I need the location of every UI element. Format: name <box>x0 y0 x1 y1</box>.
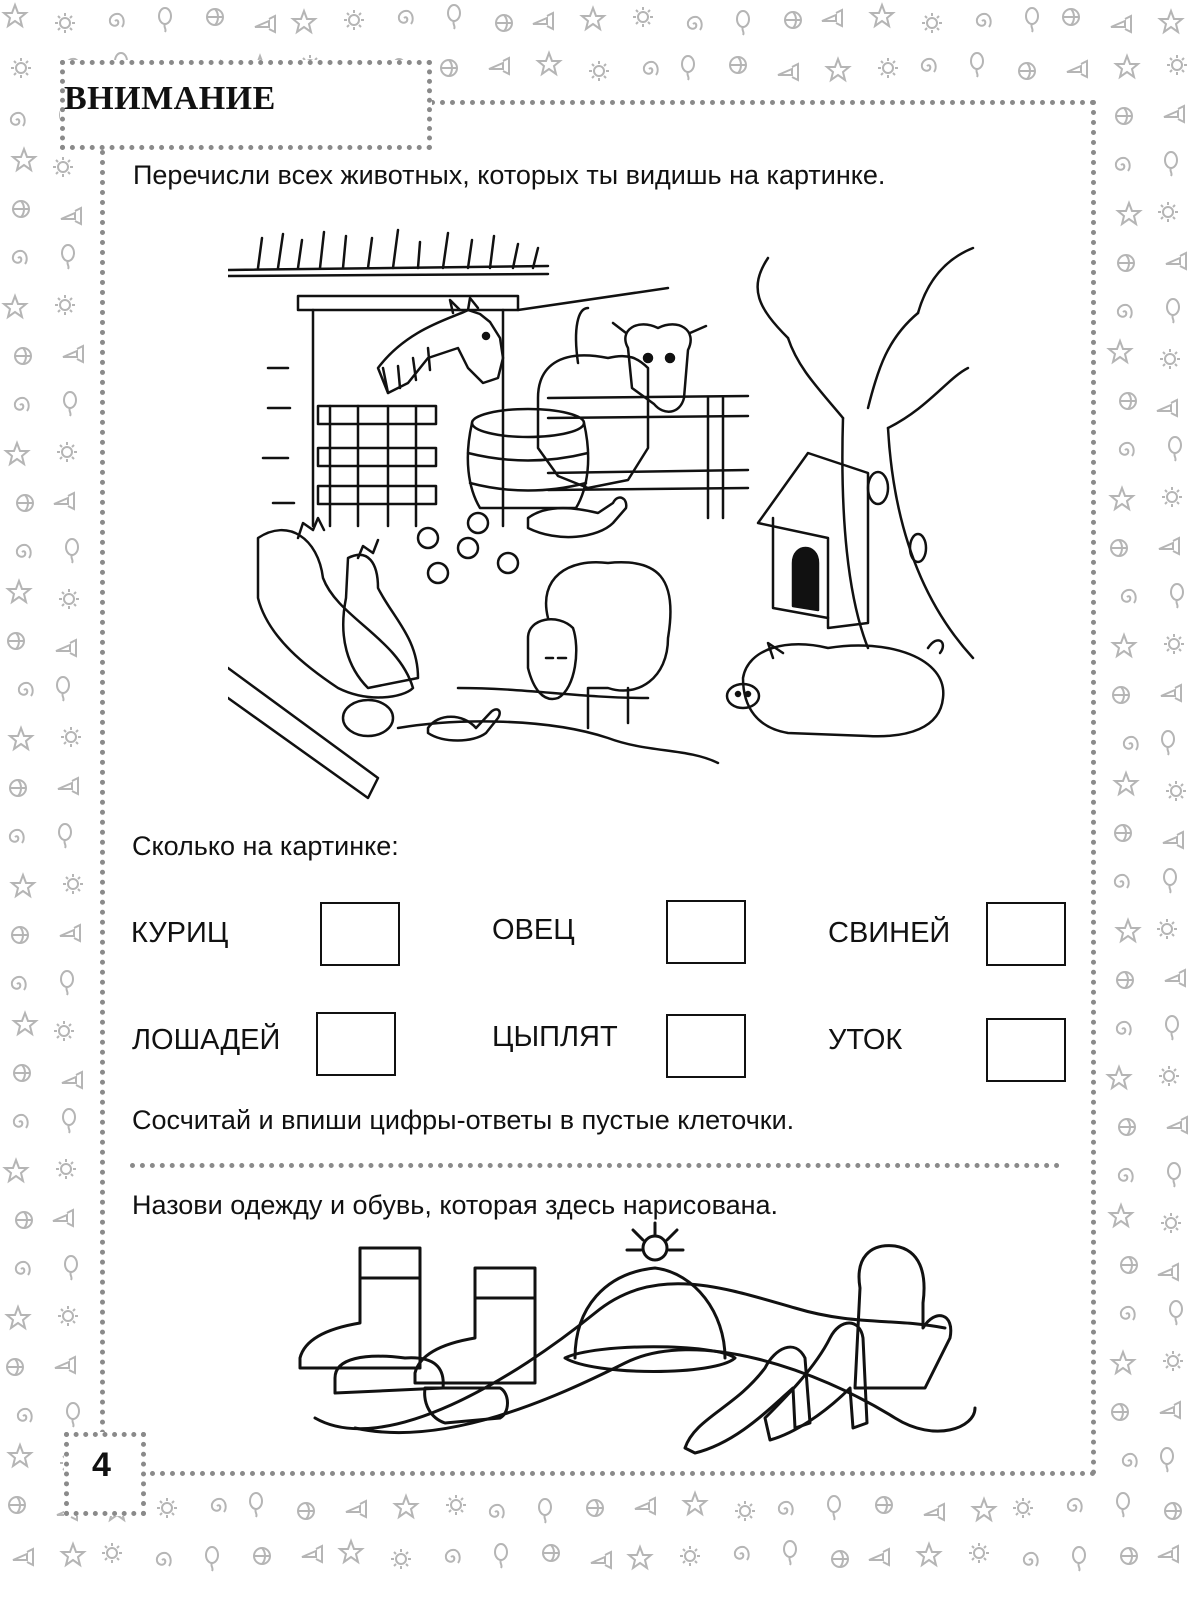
ball-icon <box>876 1497 892 1513</box>
star-icon <box>582 8 604 29</box>
trumpet-icon <box>61 208 81 224</box>
balloon-icon <box>64 392 76 416</box>
trumpet-icon <box>822 10 842 26</box>
ball-icon <box>1117 972 1133 988</box>
spiral-icon <box>157 1553 171 1566</box>
ball-icon <box>543 1545 559 1561</box>
balloon-icon <box>59 824 71 848</box>
star-icon <box>629 1547 651 1568</box>
star-icon <box>1113 635 1135 656</box>
spiral-icon <box>13 251 27 264</box>
sun-icon <box>878 58 898 78</box>
hens <box>228 518 418 798</box>
star-icon <box>6 443 28 464</box>
sun-icon <box>55 295 75 315</box>
balloon-icon <box>448 5 460 29</box>
trumpet-icon <box>55 1357 75 1373</box>
sun-icon <box>633 7 653 27</box>
trumpet-icon <box>346 1501 366 1517</box>
ball-icon <box>10 780 26 796</box>
balloon-icon <box>206 1547 218 1571</box>
spiral-icon <box>1116 158 1130 171</box>
trumpet-icon <box>63 346 83 362</box>
label-chickens: КУРИЦ <box>131 917 229 949</box>
ball-icon <box>730 57 746 73</box>
dog-house <box>758 453 868 628</box>
star-icon <box>8 581 30 602</box>
star-icon <box>395 1496 417 1517</box>
sun-icon <box>1167 55 1187 75</box>
sun-icon <box>446 1495 466 1515</box>
horse <box>378 298 503 393</box>
mitten <box>855 1246 951 1388</box>
spiral-icon <box>17 545 31 558</box>
answer-box-sheep[interactable] <box>666 900 746 964</box>
spiral-icon <box>399 11 413 24</box>
star-icon <box>973 1499 995 1520</box>
trumpet-icon <box>1111 16 1131 32</box>
sun-icon <box>53 157 73 177</box>
balloon-icon <box>1161 1448 1173 1472</box>
sun-icon <box>969 1543 989 1563</box>
trumpet-icon <box>302 1546 322 1562</box>
ball-icon <box>1165 1503 1181 1519</box>
balloon-icon <box>971 53 983 77</box>
sun-icon <box>54 1021 74 1041</box>
sun-icon <box>61 727 81 747</box>
ball-icon <box>1120 393 1136 409</box>
star-icon <box>1160 11 1182 32</box>
sun-icon <box>56 1159 76 1179</box>
spiral-icon <box>1124 737 1138 750</box>
balloon-icon <box>495 1544 507 1568</box>
balloon-icon <box>737 11 749 35</box>
spiral-icon <box>16 1262 30 1275</box>
sun-icon <box>1013 1498 1033 1518</box>
star-icon <box>1115 773 1137 794</box>
trumpet-icon <box>533 13 553 29</box>
balloon-icon <box>1164 869 1176 893</box>
task3-instruction: Назови одежду и обувь, которая здесь нарисована. <box>132 1190 779 1220</box>
ball-icon <box>1116 108 1132 124</box>
star-icon <box>340 1541 362 1562</box>
sun-icon <box>1166 781 1186 801</box>
spiral-icon <box>110 14 124 27</box>
star-icon <box>1117 920 1139 941</box>
sun-icon <box>735 1501 755 1521</box>
trumpet-icon <box>54 493 74 509</box>
sun-icon <box>102 1543 122 1563</box>
ball-icon <box>207 9 223 25</box>
spiral-icon <box>1118 305 1132 318</box>
sun-icon <box>1158 202 1178 222</box>
ball-icon <box>1113 687 1129 703</box>
balloon-icon <box>67 1403 79 1427</box>
task2-question: Сколько на картинке: <box>132 831 399 861</box>
balloon-icon <box>1165 152 1177 176</box>
ball-icon <box>496 15 512 31</box>
star-icon <box>7 1307 29 1328</box>
label-sheep: ОВЕЦ <box>492 914 575 946</box>
star-icon <box>1112 1352 1134 1373</box>
trumpet-icon <box>1166 253 1186 269</box>
trumpet-icon <box>58 778 78 794</box>
spiral-icon <box>1120 443 1134 456</box>
answer-box-pigs[interactable] <box>986 902 1066 966</box>
balloon-icon <box>65 1256 77 1280</box>
trumpet-icon <box>1161 685 1181 701</box>
answer-box-chickens[interactable] <box>320 902 400 966</box>
balloon-icon <box>1117 1493 1129 1517</box>
ball-icon <box>1121 1257 1137 1273</box>
star-icon <box>827 59 849 80</box>
sun-icon <box>1161 1213 1181 1233</box>
ball-icon <box>13 201 29 217</box>
spiral-icon <box>10 830 24 843</box>
ball-icon <box>1118 255 1134 271</box>
answer-box-horses[interactable] <box>316 1012 396 1076</box>
balloon-icon <box>1170 1301 1182 1325</box>
trumpet-icon <box>1163 832 1183 848</box>
spiral-icon <box>1117 1022 1131 1035</box>
tree <box>758 248 973 658</box>
trumpet-icon <box>869 1549 889 1565</box>
sun-icon <box>57 442 77 462</box>
sun-icon <box>344 10 364 30</box>
ball-icon <box>9 1497 25 1513</box>
pig <box>727 640 943 736</box>
balloon-icon <box>1169 437 1181 461</box>
balloon-icon <box>1168 1163 1180 1187</box>
sun-icon <box>11 58 31 78</box>
label-horses: ЛОШАДЕЙ <box>132 1024 281 1056</box>
barn-roof <box>228 230 548 276</box>
spiral-icon <box>1068 1499 1082 1512</box>
task1-instruction: Перечисли всех животных, которых ты видишь на картинке. <box>133 160 886 190</box>
spiral-icon <box>212 1499 226 1512</box>
boot-right <box>415 1268 535 1383</box>
balloon-icon <box>539 1499 551 1523</box>
spiral-icon <box>18 1409 32 1422</box>
balloon-icon <box>57 677 69 701</box>
balloon-icon <box>828 1496 840 1520</box>
spiral-icon <box>1024 1553 1038 1566</box>
trumpet-icon <box>489 58 509 74</box>
trumpet-icon <box>1158 1546 1178 1562</box>
trumpet-icon <box>1167 1117 1187 1133</box>
spiral-icon <box>490 1505 504 1518</box>
task2-hint: Сосчитай и впиши цифры-ответы в пустые клеточки. <box>132 1105 795 1135</box>
sun-icon <box>1157 919 1177 939</box>
spiral-icon <box>1119 1169 1133 1182</box>
star-icon <box>1111 488 1133 509</box>
overlapping-clothes-illustration <box>295 1218 985 1468</box>
star-icon <box>12 875 34 896</box>
balloon-icon <box>63 1109 75 1133</box>
spiral-icon <box>1115 875 1129 888</box>
star-icon <box>5 1160 27 1181</box>
balloon-icon <box>1026 8 1038 32</box>
star-icon <box>1116 56 1138 77</box>
balloon-icon <box>1171 584 1183 608</box>
trumpet-icon <box>1160 1402 1180 1418</box>
trumpet-icon <box>1159 538 1179 554</box>
sun-icon <box>1164 634 1184 654</box>
ball-icon <box>15 348 31 364</box>
sun-icon <box>1160 349 1180 369</box>
ball-icon <box>1063 9 1079 25</box>
star-icon <box>4 296 26 317</box>
sun-icon <box>55 13 75 33</box>
trumpet-icon <box>635 1498 655 1514</box>
label-chicks: ЦЫПЛЯТ <box>492 1021 618 1053</box>
spiral-icon <box>922 59 936 72</box>
answer-box-ducks[interactable] <box>986 1018 1066 1082</box>
balloon-icon <box>1162 731 1174 755</box>
ball-icon <box>14 1065 30 1081</box>
ball-icon <box>832 1551 848 1567</box>
sun-icon <box>922 13 942 33</box>
trumpet-icon <box>1157 400 1177 416</box>
balloon-icon <box>66 539 78 563</box>
star-icon <box>1109 341 1131 362</box>
sun-icon <box>680 1546 700 1566</box>
spiral-icon <box>14 1115 28 1128</box>
ball-icon <box>587 1500 603 1516</box>
sun-icon <box>59 589 79 609</box>
label-pigs: СВИНЕЙ <box>828 917 951 949</box>
answer-box-chicks[interactable] <box>666 1014 746 1078</box>
spiral-icon <box>644 62 658 75</box>
sun-icon <box>1159 1066 1179 1086</box>
trumpet-icon <box>13 1549 33 1565</box>
ball-icon <box>441 60 457 76</box>
balloon-icon <box>250 1493 262 1517</box>
trumpet-icon <box>255 16 275 32</box>
star-icon <box>1110 1205 1132 1226</box>
spiral-icon <box>19 683 33 696</box>
duck <box>428 498 626 741</box>
sun-icon <box>391 1549 411 1569</box>
balloon-icon <box>682 56 694 80</box>
boot-left <box>300 1248 420 1368</box>
sun-icon <box>157 1498 177 1518</box>
trumpet-icon <box>56 640 76 656</box>
barrel <box>468 409 588 508</box>
ball-icon <box>1115 825 1131 841</box>
trumpet-icon <box>778 64 798 80</box>
spiral-icon <box>779 1502 793 1515</box>
ball-icon <box>1119 1119 1135 1135</box>
trumpet-icon <box>1158 1264 1178 1280</box>
spiral-icon <box>446 1550 460 1563</box>
trumpet-icon <box>1165 970 1185 986</box>
ball-icon <box>8 633 24 649</box>
star-icon <box>4 5 26 26</box>
spiral-icon <box>12 977 26 990</box>
spiral-icon <box>1123 1454 1137 1467</box>
trumpet-icon <box>591 1552 611 1568</box>
trumpet-icon <box>1164 106 1184 122</box>
sun-icon <box>63 874 83 894</box>
ball-icon <box>12 927 28 943</box>
spiral-icon <box>688 17 702 30</box>
spiral-icon <box>1121 1307 1135 1320</box>
page-number: 4 <box>92 1446 111 1484</box>
balloon-icon <box>1167 299 1179 323</box>
spiral-icon <box>977 14 991 27</box>
star-icon <box>10 728 32 749</box>
star-icon <box>13 149 35 170</box>
farm-illustration <box>228 218 988 818</box>
trumpet-icon <box>53 1210 73 1226</box>
balloon-icon <box>1166 1016 1178 1040</box>
sheep <box>528 562 671 728</box>
barn-wall <box>263 296 518 526</box>
sun-icon <box>1162 487 1182 507</box>
spiral-icon <box>1122 590 1136 603</box>
ball-icon <box>7 1359 23 1375</box>
sun-icon <box>589 61 609 81</box>
ball-icon <box>1019 63 1035 79</box>
trumpet-icon <box>1067 61 1087 77</box>
sun-icon <box>58 1306 78 1326</box>
star-icon <box>293 11 315 32</box>
star-icon <box>14 1013 36 1034</box>
spiral-icon <box>11 113 25 126</box>
ball-icon <box>785 12 801 28</box>
balloon-icon <box>62 245 74 269</box>
trumpet-icon <box>60 925 80 941</box>
section-divider <box>130 1163 1060 1168</box>
sun-icon <box>1163 1351 1183 1371</box>
trumpet-icon <box>924 1504 944 1520</box>
star-icon <box>9 1445 31 1466</box>
label-ducks: УТОК <box>828 1024 903 1056</box>
ball-icon <box>1121 1548 1137 1564</box>
trumpet-icon <box>62 1072 82 1088</box>
balloon-icon <box>159 8 171 32</box>
ball-icon <box>254 1548 270 1564</box>
star-icon <box>538 53 560 74</box>
star-icon <box>871 5 893 26</box>
star-icon <box>62 1544 84 1565</box>
star-icon <box>1118 203 1140 224</box>
ball-icon <box>1111 540 1127 556</box>
balloon-icon <box>784 1541 796 1565</box>
star-icon <box>918 1544 940 1565</box>
star-icon <box>684 1493 706 1514</box>
spiral-icon <box>15 398 29 411</box>
ball-icon <box>17 495 33 511</box>
ball-icon <box>16 1212 32 1228</box>
ball-icon <box>1112 1404 1128 1420</box>
ball-icon <box>298 1503 314 1519</box>
page-title: ВНИМАНИЕ <box>64 80 276 117</box>
star-icon <box>1108 1067 1130 1088</box>
spiral-icon <box>735 1547 749 1560</box>
balloon-icon <box>1073 1547 1085 1571</box>
balloon-icon <box>61 971 73 995</box>
fence <box>518 288 748 518</box>
